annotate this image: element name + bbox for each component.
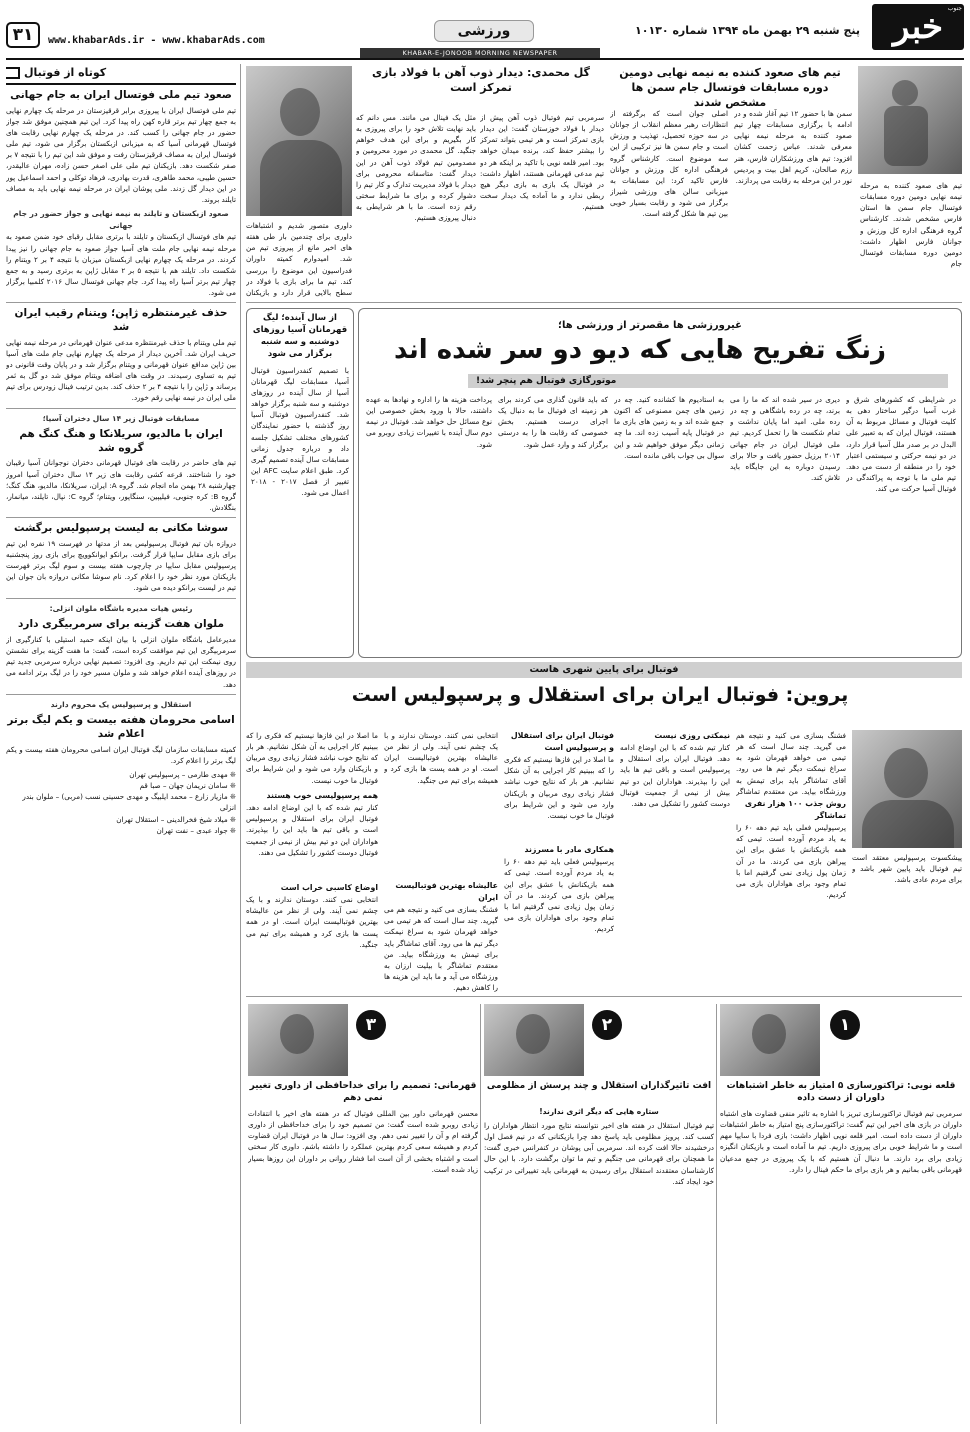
brief-separator <box>6 694 236 695</box>
brief-separator <box>6 517 236 518</box>
parvin-subhead: روش جذب ۱۰۰ هزار نفری تماشاگر <box>744 799 846 821</box>
brief-title: حذف غیرمنتظره ژاپن؛ ویتنام رقیب ایران شد <box>14 307 228 333</box>
story-1-title: قلعه نویی: تراکتورسازی ۵ امتیاز به خاطر اشتباهات داوران از دست داده <box>726 1081 956 1104</box>
brief-body: تیم ملی فوتسال ایران با پیروزی برابر قرقیزستان در مرحله یک چهارم نهایی به جمع چهار تیم برتر قاره کهن راه پیدا کرد. این تیم همچنین موفق شد جواز حضور در جام جهانی را کسب کند. در مرحله یک چهارم نهایی رقابت های فوتسال قهرمانی آسیا که به میزبانی ازبکستان برگزار می شود، تیم ملی فوتسال ایران به مصاف قرقیزستان رفت و موفق شد این تیم را با نتیجه ۷ بر صفر شکست دهد. بازیکنان تیم ملی علی اصغر حسن زاده، مهران عالیقدر، حسین طیبی، محمد طاهری، قدرت بهادری، فرهاد توکلی و احمد اسماعیل پور در این دیدار گل زدند. ملی پوشان ایران در مرحله نیمه نهایی باید به مصاف تایلند بروند. <box>6 105 236 204</box>
brief-body: تیم ملی ویتنام با حذف غیرمنتظره مدعی عنوان قهرمانی در مرحله نیمه نهایی حریف ایران شد. آخرین دیدار از مرحله یک چهارم نهایی جام ملت های آسیا بین ژاپن مدافع عنوان قهرمانی و ویتنام برگزار شد و در پایان وقت قانونی دو تیم به تساوی رسیدند. در وقت های اضافه ویتنام موفق شد دو گل به ثمر برساند و ژاپن را با نتیجه ۴ بر ۲ حذف کند. بدین ترتیب فینال زودرس برای تیم ملی ایران در نیمه نهایی رقم خورد. <box>6 337 236 403</box>
row-divider <box>246 302 962 303</box>
feature-kicker: غیرورزشی ها مقصرتر از ورزشی ها؛ <box>558 320 742 331</box>
feature-column: در شرایطی که کشورهای شرق و غرب آسیا درگیر ساختار دهی به کلیت فوتبال و مسائل مربوط به آن هستند، فوتبال ایران که به تعبیر علی البدل در بر صدر ملل آسیا قرار دارد، در دو نیمه حرکتی و سیستمی اعتبار خود را در منطقه از دست می دهد. تیم ملی ما با توجه به پراکندگی در فوتبال آسیا حرکت می کند. <box>846 395 956 494</box>
story-2-body: تیم فوتبال استقلال در هفته های اخیر نتوانسته نتایج مورد انتظار هواداران را کسب کند. پرویز مظلومی باید پاسخ دهد چرا بازیکنانی که در نیم فصل اول درخشیدند حالا افت کرده اند. سرمربی آبی پوشان در کنفرانس خبری گفت: ما همچنان برای قهرمانی می جنگیم و تیم ما توان برگشت دارد. با این حال کارشناسان معتقدند استقلال برای رسیدن به قهرمانی باید تغییراتی در ترکیب خود ایجاد کند. <box>484 1121 714 1186</box>
brief-kicker: استقلال و پرسپولیس یک محروم دارند <box>50 699 192 709</box>
golmohammadi-column-2: مثل یک فینال می مانند. مس دانم که باید نهایت تلاش خود را برای پیروزی به کار بگیریم و برای این هدف خواهم جنگید. گل محمدی در مورد محرومین و مصدومین تیم فولاد ذوب آهن در این دیدار گفت: متاسفانه محرومی برای دیدار با فولاد مدیریت تدارک و کار تیم را دشوار کرده و برای ما شرایط سختی رقم زده است. ما با هر شرایطی به دنبال پیروزی هستیم. <box>356 113 476 223</box>
briefs-heading: کوتاه از فوتبال <box>6 64 236 85</box>
brief-body: تیم های فوتسال ازبکستان و تایلند با برتری مقابل رقبای خود ضمن صعود به مرحله نیمه نهایی جام ملت های آسیا جواز صعود به جام جهانی را نیز پیدا کردند. در مرحله یک چهارم نهایی ازبکستان میزبان با نتیجه ۴ بر ۲ ویتنام را شکست داد. تایلند هم با نتیجه ۵ بر ۲ مقابل ژاپن به برتری رسید و به جمع چهار تیم برتر آسیا راه پیدا کرد. جام جهانی فوتسال سال ۲۰۱۶ کلمبیا برگزار می شود. <box>6 232 236 298</box>
section-label: ورزشی <box>434 20 534 42</box>
banned-players-list <box>6 769 236 836</box>
story-3-photo <box>248 1004 348 1076</box>
newspaper-logo: خبر <box>872 4 964 50</box>
parvin-column-3: فوتبال ایران برای استقلال و پرسپولیس است ما اصلا در این فازها نیستیم که فکری را که ببینیم کار اجرایی به آن شکل نشانیم. هر بار که نتایج خوب نباشد فشار زیادی روی مربیان و بازیکنان وارد می شود و این شرایط برای فوتبال ما خوب نیست. همکاری مادر با مسرزند پرسپولیس فعلی باید تیم دهه ۶۰ را به یاد مردم آورده است. تیمی که همه بازیکنانش با عشق برای این پیراهن بازی می کردند. ما در آن زمان پول زیادی نمی گرفتیم اما با تمام وجود برای هواداران بازی می کردیم. <box>504 731 614 934</box>
brief-title: اسامی محرومان هفته بیست و یکم لیگ برتر اعلام شد <box>7 714 235 740</box>
story-1-photo <box>720 1004 820 1076</box>
feature-column: دیری در سیر شده اند که ما را می برند، چه در رده باشگاهی و چه در رده ملی. امید اما پایان نداشت و تمام شکست ها را تحمل کردیم. تیم ملی فوتبال ایران در جام جهانی ۲۰۱۴ برزیل حضور یافت و حالا برای رسیدن دوباره به این جایگاه باید تلاش کند. <box>730 395 840 483</box>
futsal-caption: تیم های صعود کننده به مرحله نیمه نهایی دومین دوره مسابقات فوتسال جام سمن ها استان فارس مشخص شدند. کارشناس گروه فرهنگی اداره کل ورزش و جوانان فارس اظهار داشت: دومین دوره مسابقات فوتسال جام <box>860 181 962 269</box>
list-item: ❊ سامان نریمان جهان – صبا قم <box>139 781 236 791</box>
story-2-title: افت تاثیرگذاران استقلال و چند پرسش از مظلومی <box>486 1081 712 1091</box>
story-number-badge: ۱ <box>830 1010 860 1040</box>
story-2-photo <box>484 1004 584 1076</box>
brief-kicker: صعود ازبکستان و تایلند به نیمه نهایی و جواز حضور در جام جهانی <box>13 209 229 230</box>
parvin-headline: پروین: فوتبال ایران برای استقلال و پرسپولیس است <box>351 684 849 706</box>
briefs-sidebar <box>6 64 236 1430</box>
website-urls[interactable]: www.khabarAds.ir - www.khabarAds.com <box>48 35 265 46</box>
brief-title: صعود تیم ملی فوتسال ایران به جام جهانی <box>10 89 232 102</box>
story-3-title: قهرمانی: تصمیم را برای خداحافظی از داوری تغییر نمی دهم <box>249 1081 477 1104</box>
header-divider <box>6 58 964 60</box>
story-number-badge: ۳ <box>356 1010 386 1040</box>
futsal-headline: تیم های صعود کننده به نیمه نهایی دومین دوره مسابقات فوتسال جام سمن ها مشخص شدند <box>619 66 841 109</box>
list-item: ❊ میلاد شیخ فخرالدینی – استقلال تهران <box>116 814 236 824</box>
column-divider <box>480 1004 481 1424</box>
parvin-kicker-band: فوتبال برای پایین شهری هاست <box>246 662 962 678</box>
parvin-column-5: ما اصلا در این فازها نیستیم که فکری را که ببینیم کار اجرایی به آن شکل نشانیم. هر بار که نتایج خوب نباشد فشار زیادی روی مربیان و بازیکنان وارد می شود و این شرایط برای فوتبال ما خوب نیست. همه پرسپولیسی خوب هستند کنار تیم شده که با این اوضاع ادامه دهد. فوتبال ایران برای استقلال و پرسپولیس است و باقی تیم ها باید این را بپذیرند. هواداران این دو تیم بیش از نیمی از جمعیت فوتبال دوست کشور را تشکیل می دهند. اوضاع کاسبی خراب است انتخابی نمی کنند. دوستان ندارند و با یک چشم نمی آیند. ولی از نظر من عالیشاه بهترین فوتبالیست ایران است. او در همه پست ها بازی کرد و همیشه برای تیم می جنگید. <box>246 731 378 949</box>
feature-subheadline: موتورگازی فوتبال هم پنچر شد! <box>468 374 948 388</box>
parvin-subhead: همکاری مادر با مسرزند <box>524 845 614 855</box>
list-item: ❊ مازیار زارع – محمد ایلبیگ و مهدی حسینی نسب (مربی) – ملوان بندر انزلی <box>22 792 236 813</box>
list-item: ❊ جواد عبدی – نفت تهران <box>156 825 236 835</box>
parvin-subhead: همه پرسپولیسی خوب هستند <box>266 791 378 800</box>
parvin-column-1: فشنگ بسازی می کنید و نتیجه هم می گیرید. چند سال است که هر تیمی می خواهد قهرمان شود به سراغ نیمکت دیگر تیم ها می رود. آقای تماشاگر باید برای تیمش به ورزشگاه بیاید. من معتقدم تماشاگر روش جذب ۱۰۰ هزار نفری تماشاگر پرسپولیس فعلی باید تیم دهه ۶۰ را به یاد مردم آورده است. تیمی که همه بازیکنانش با عشق برای این پیراهن بازی می کردند. ما در آن زمان پول زیادی نمی گرفتیم اما با تمام وجود برای هواداران بازی می کردیم. <box>736 731 846 900</box>
afc-headline: از سال آینده؛ لیگ قهرمانان آسیا روزهای دوشنبه و سه شنبه برگزار می شود <box>252 313 348 359</box>
masthead <box>0 0 970 58</box>
sidebar-divider <box>240 64 241 1424</box>
brief-kicker: رئیس هیات مدیره باشگاه ملوان انزلی: <box>49 603 193 613</box>
story-number-badge: ۲ <box>592 1010 622 1040</box>
futsal-column-2: اصلی جوان است که برگرفته از انتظارات رهبر معظم انقلاب از جوانان در سه حوزه تحصیل، تهذیب و ورزش است و جام سمن ها نیز ترکیبی از این سه موضوع است. کارشناس گروه فرهنگی اداره کل ورزش و جوانان فارس تاکید کرد: این مسابقات به میزبانی سالن های ورزشی شیراز برگزار می شود و رقابت بسیار خوبی بین تیم ها شکل گرفته است. <box>610 109 728 219</box>
afc-box <box>246 308 354 658</box>
parvin-column-4: انتخابی نمی کنند. دوستان ندارند و با یک چشم نمی آیند. ولی از نظر من عالیشاه بهترین فوتبالیست ایران است. او در همه پست ها بازی کرد و همیشه برای تیم می جنگید. عالیشاه بهترین فوتبالیست ایران فشنگ بسازی می کنید و نتیجه هم می گیرید. چند سال است که هر تیمی می خواهد قهرمان شود به سراغ نیمکت دیگر تیم ها می رود. آقای تماشاگر باید برای تیمش به ورزشگاه بیاید. من معتقدم تماشاگر با بیلیت ارزان به ورزشگاه می آید و ما باید این هزینه ها را کاهش دهیم. <box>384 731 498 993</box>
row-divider <box>246 996 962 997</box>
story-1-body: سرمربی تیم فوتبال تراکتورسازی تبریز با اشاره به تاثیر منفی قضاوت های اشتباه داوران در بازی های اخیر این تیم گفت: تراکتورسازی پنج امتیاز به خاطر اشتباهات داوران از دست داده است. امیر قلعه نویی اظهار داشت: بازی فردا با سایپا مهم است و ما شرایط خوبی برای پیروزی داریم. تیم ما آماده است و بازیکنان انگیزه زیادی برای برد دارند. ما دنبال آن هستیم که با یک پیروزی در جمع مدعیان قهرمانی باقی بمانیم و هر بازی برای ما حکم فینال را دارد. <box>720 1109 962 1174</box>
issue-date: پنج شنبه ۲۹ بهمن ماه ۱۳۹۴ شماره ۱۰۱۳۰ <box>635 24 860 37</box>
logo-subtitle: جنوب <box>947 5 962 12</box>
brief-title: ایران با مالدیو، سریلانکا و هنگ کنگ هم گروه شد <box>19 428 223 454</box>
feature-column: پرداخت هزینه ها را اداره و نهادها به عهده داشتند، حالا با ورود بخش خصوصی این نوع مسائل حل خواهد شد. فوتبال در نیمه دوم سال آینده با تغییرات زیادی روبرو می شود. <box>366 395 492 449</box>
brief-body: کمیته مسابقات سازمان لیگ فوتبال ایران اسامی محرومان هفته بیست و یکم لیگ برتر را اعلام کرد. <box>6 744 236 765</box>
parvin-subhead: اوضاع کاسبی خراب است <box>280 883 378 893</box>
golmohammadi-column-1: سرمربی تیم فوتبال ذوب آهن پیش از دیدار با فولاد خوزستان گفت: این دیدار بازی تمرکز است و هر تیمی بتواند تمرکز را بیشتر حفظ کند، برنده میدان خواهد بود. امیر قلعه نویی با تاکید بر اینکه هر دو تیم مدعی قهرمانی هستند، اظهار داشت: در فوتبال یک بازی به بازی دیگر هیچ ربطی ندارد و ما آماده یک دیدار سخت هستیم. <box>480 113 604 212</box>
parvin-caption: پیشکسوت پرسپولیس معتقد است تیم فوتبال باید پایین شهر باشد و برای مردم عادی باشد. <box>852 853 962 885</box>
futsal-photo <box>858 66 962 174</box>
futsal-column-1: سمن ها با حضور ۱۲ تیم آغاز شده و در ادامه با برگزاری مسابقات چهار تیم صعود کننده به مرحله نیمه نهایی معرفی شدند. عباس زحمت کشان افزود: تیم های ورزشکاران فارس، هنر رزم صالحان، کریم اهل بیت و پردیس نور در این مرحله به رقابت می پردازند. <box>734 109 852 185</box>
parvin-photo <box>852 730 962 848</box>
feature-column: که باید قانون گذاری می کردند برای هر زمینه ای فوتبال ما به دنبال یک اجرای درست هستیم. بخش خصوصی که رقابت ها را به درستی برگزار کند و وارد عمل شود. <box>498 395 608 449</box>
story-3-body: محسن قهرمانی داور بین المللی فوتبال که در هفته های اخیر با انتقادات زیادی روبرو شده است گفت: من تصمیم خود را برای خداحافظی از داوری گرفته ام و آن را تغییر نمی دهم. وی افزود: سال ها در فوتبال ایران قضاوت کردم و همیشه سعی کردم بهترین عملکرد را داشته باشم. داوری کار سختی است و اشتباه بخشی از آن است اما فشار روانی بر داوران این روزها بسیار زیاد شده است. <box>248 1109 478 1174</box>
page-number: ۳۱ <box>6 22 40 48</box>
feature-column: به استادیوم ها کشانده کنید. چه در زمین های چمن مصنوعی که اکنون جمع شده اند و به زمین های بازی ما در فوتبال پایه آسیب زده اند. ما چه زمانی دیگر موفق خواهیم شد و این سوال بی جواب باقی مانده است. <box>614 395 724 460</box>
parvin-column-2: نیمکتی روزی نیست کنار تیم شده که با این اوضاع ادامه دهد. فوتبال ایران برای استقلال و پرسپولیس است و باقی تیم ها باید این را بپذیرند. هواداران این دو تیم بیش از نیمی از جمعیت فوتبال دوست کشور را تشکیل می دهند. <box>620 731 730 808</box>
corner-bracket-icon <box>6 67 20 79</box>
afc-body: با تصمیم کنفدراسیون فوتبال آسیا، مسابقات لیگ قهرمانان آسیا از سال آینده در روزهای دوشنبه و سه شنبه برگزار خواهد شد. کنفدراسیون فوتبال آسیا روز گذشته با حضور نمایندگان کشورهای مختلف تشکیل جلسه داد و درباره جدول زمانی مسابقات سال آینده تصمیم گیری کرد. طبق اعلام سایت AFC این تغییر از فصل ۲۰۱۷ - ۲۰۱۸ اعمال می شود. <box>251 365 349 498</box>
coach-portrait <box>246 66 352 216</box>
golmohammadi-column-3: داوری متصور شدیم و اشتباهات داوری برای چندمین بار طی هفته های اخیر مانع از پیروزی تیم من شد. امیدوارم کمیته داوران فدراسیون این موضوع را بررسی کند. تیم ما برای بازی با فولاد در سطح بالایی قرار دارد و بازیکنان <box>246 221 352 297</box>
story-2-kicker: ستاره هایی که دیگر اثری ندارند! <box>539 1107 659 1116</box>
parvin-subhead: عالیشاه بهترین فوتبالیست ایران <box>395 881 498 903</box>
golmohammadi-headline: گل محمدی: دیدار ذوب آهن با فولاد بازی تمرکز است <box>372 66 590 94</box>
feature-headline: زنگ تفریح هایی که دیو دو سر شده اند <box>394 335 886 365</box>
brief-body: مدیرعامل باشگاه ملوان انزلی با بیان اینکه حمید استیلی با کنارگیری از سرمربیگری این تیم موافقت کرده است، گفت: ما هفت گزینه برای نشستن روی نیمکت این تیم داریم. وی افزود: تصمیم نهایی درباره سرمربی جدید تیم در روزهای آینده اعلام خواهد شد و ملوان مسیر خود را در لیگ برتر ادامه می دهد. <box>6 634 236 689</box>
brief-title: سوشا مکانی به لیست پرسپولیس برگشت <box>13 522 229 535</box>
brief-title: ملوان هفت گزینه برای سرمربیگری دارد <box>18 618 224 631</box>
brief-separator <box>6 302 236 303</box>
brief-kicker: مسابقات فوتبال زیر ۱۴ سال دختران آسیا؛ <box>42 413 200 423</box>
brief-body: دروازه بان تیم فوتبال پرسپولیس بعد از مدتها در فهرست ۱۹ نفره این تیم برای بازی مقابل سایپا قرار گرفت. برانکو ایوانکوویچ برای بازی روز پنجشنبه پرسپولیس مقابل سایپا در چارچوب هفته بیست و سوم لیگ برتر فهرست بازیکنان مورد نظر خود را اعلام کرد. نام سوشا مکانی دروازه بان جوان این تیم در لیست برانکو دیده می شود. <box>6 538 236 593</box>
column-divider <box>716 1004 717 1424</box>
brief-body: تیم های حاضر در رقابت های فوتبال قهرمانی دختران نوجوانان آسیا رقیبان خود را شناختند. قرعه کشی رقابت های زیر ۱۴ سال دختران آسیا امروز چهارشنبه ۲۸ بهمن ماه انجام شد. گروه A: ایران، سریلانکا، مالدیو، هنگ کنگ؛ گروه B: کره جنوبی، فیلیپین، سنگاپور، ویتنام؛ گروه C: نپال، تایلند، میانمار، بنگلادش. <box>6 458 236 513</box>
paper-name-strip: KHABAR-E-JONOOB MORNING NEWSPAPER <box>360 48 600 58</box>
parvin-subhead: فوتبال ایران برای استقلال و پرسپولیس است <box>510 731 614 753</box>
list-item: ❊ مهدی طارمی – پرسپولیس تهران <box>129 769 236 779</box>
brief-separator <box>6 598 236 599</box>
parvin-subhead: نیمکتی روزی نیست <box>654 731 730 740</box>
brief-separator <box>6 408 236 409</box>
